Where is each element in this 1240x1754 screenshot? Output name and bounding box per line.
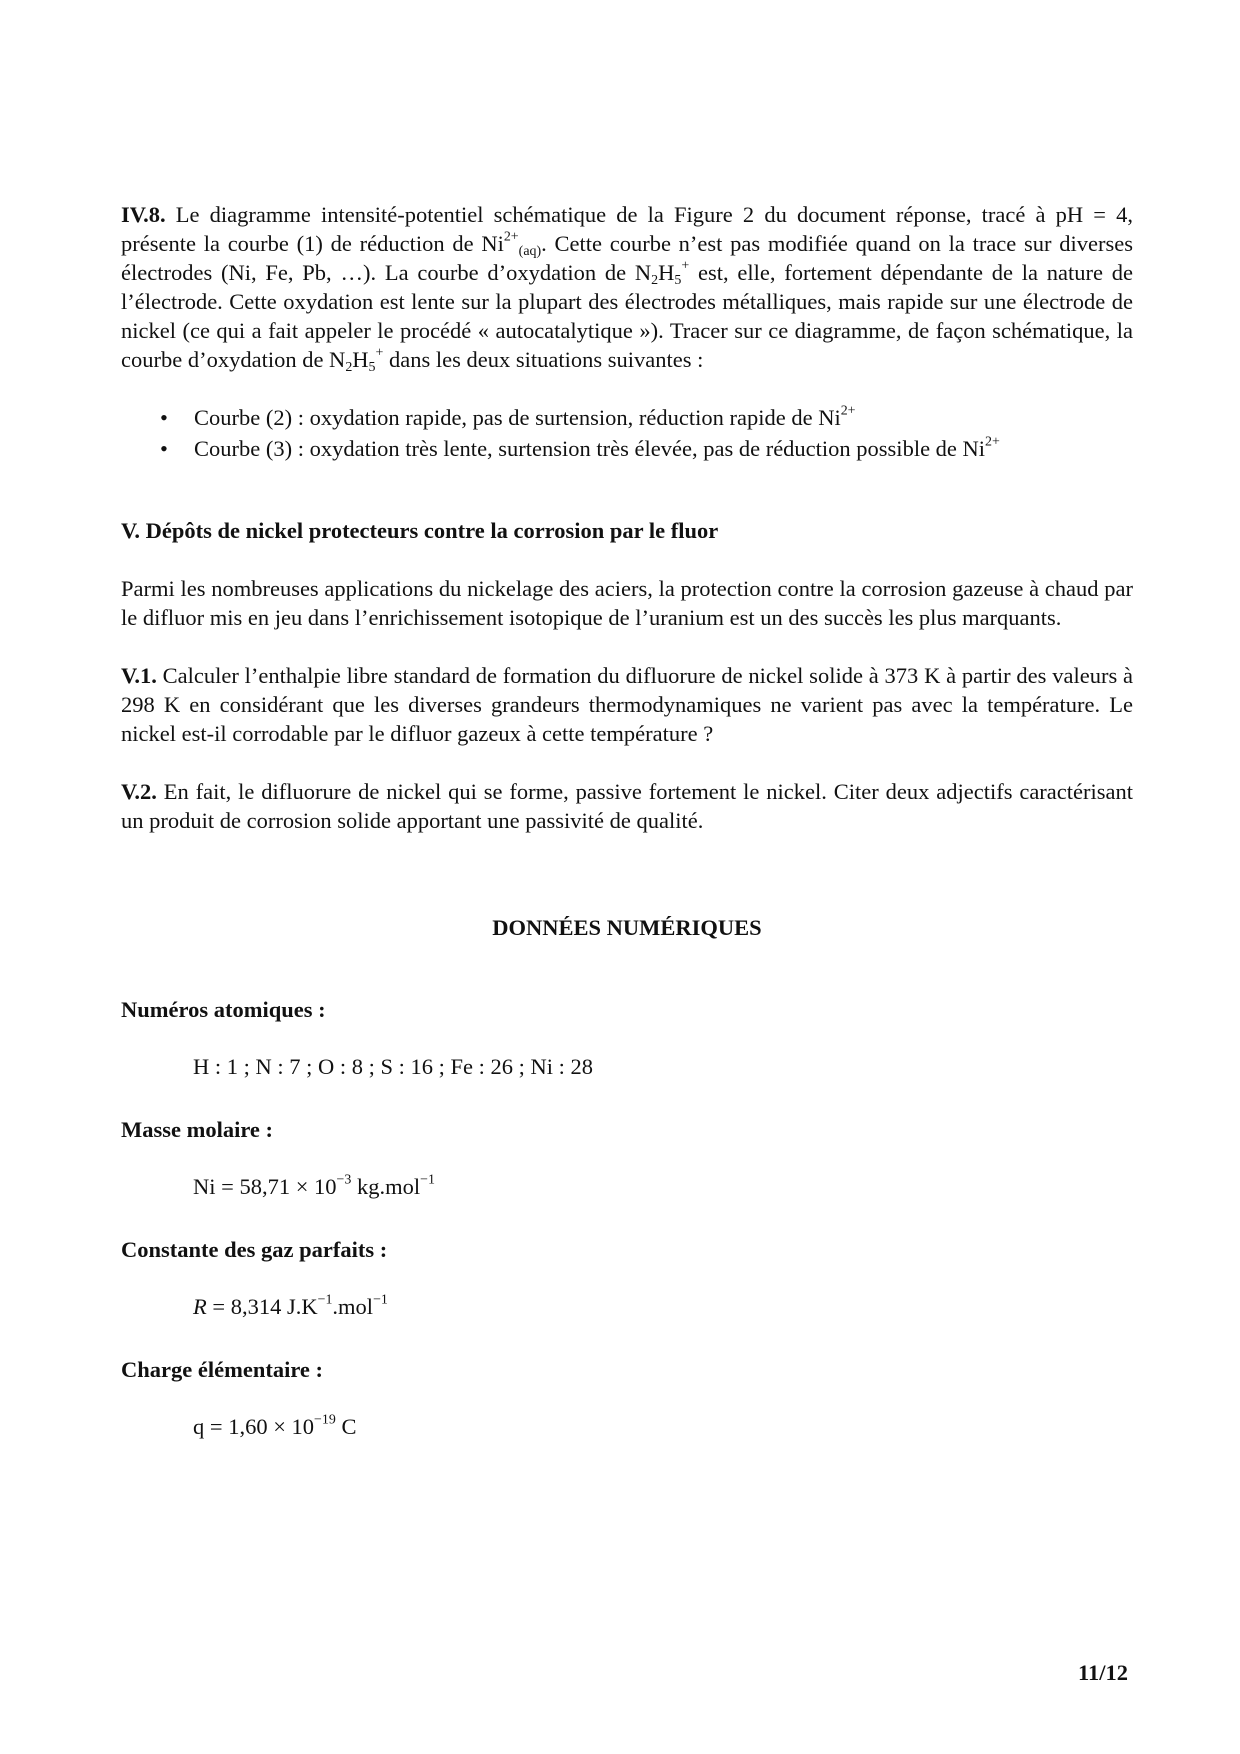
value-text: Ni = 58,71 × 10	[193, 1174, 337, 1199]
subscript: 5	[368, 360, 376, 376]
value-text: q = 1,60 × 10	[193, 1414, 315, 1439]
question-text: est, elle, fortement dépendante de la nature de l’électrode. Cette oxydation est lente sur la plupart des électrodes métalliques, mais rapide sur une électrode de nickel (ce qui a fait appeler le procédé « autocatalytique »). Tracer sur ce diagramme, de façon schématique, la courbe d’oxydation de N	[121, 260, 1133, 372]
bullet-icon: •	[160, 436, 168, 461]
subscript: 5	[674, 273, 682, 289]
section-title: V. Dépôts de nickel protecteurs contre la corrosion par le fluor	[121, 518, 719, 543]
atomic-numbers-label: Numéros atomiques :	[121, 997, 326, 1022]
question-label: V.2.	[121, 779, 157, 804]
gas-constant-value	[121, 1292, 1133, 1321]
section-intro: Parmi les nombreuses applications du nickelage des aciers, la protection contre la corrosion gazeuse à chaud par le difluor mis en jeu dans l’enrichissement isotopique de l’uranium est un des succès les plus marquants.	[121, 576, 1133, 630]
question-text: Calculer l’enthalpie libre standard de formation du difluorure de nickel solide à 373 K à partir des valeurs à 298 K en considérant que les diverses grandeurs thermodynamiques ne varient pas avec la température. Le nickel est-il corrodable par le difluor gazeux à cette température ?	[121, 663, 1133, 746]
subscript: (aq)	[518, 244, 542, 260]
superscript: 2+	[840, 403, 856, 419]
curve-list	[121, 402, 1133, 464]
elementary-charge-value	[121, 1412, 1133, 1441]
list-item-text: Courbe (2) : oxydation rapide, pas de surtension, réduction rapide de Ni	[194, 405, 841, 430]
value-text: C	[335, 1414, 357, 1439]
page-number: 11/12	[1077, 1660, 1128, 1685]
superscript: 2+	[985, 434, 1000, 450]
subscript: 2	[651, 273, 659, 289]
question-label: IV.8.	[121, 202, 166, 227]
question-text: Le diagramme intensité-potentiel schématique de la Figure 2 du document réponse, tracé à pH = 4, présente la courbe (1) de réduction de Ni	[121, 202, 1133, 256]
question-label: V.1.	[121, 663, 157, 688]
question-text: dans les deux situations suivantes :	[383, 347, 704, 372]
data-section-title: DONNÉES NUMÉRIQUES	[492, 915, 762, 940]
question-text: . Cette courbe n’est pas modifiée quand on la trace sur diverses électrodes (Ni, Fe, Pb, …). La courbe d’oxydation de N	[121, 231, 1133, 285]
superscript: −1	[317, 1292, 333, 1308]
superscript: −1	[420, 1172, 435, 1188]
molar-mass-label: Masse molaire :	[121, 1117, 274, 1142]
gas-constant-label: Constante des gaz parfaits :	[121, 1237, 388, 1262]
question-v1	[121, 661, 1133, 748]
value-text: .mol	[332, 1294, 374, 1319]
molar-mass-value	[121, 1172, 1133, 1201]
bullet-icon: •	[160, 405, 168, 430]
question-text: H	[352, 347, 369, 372]
superscript: −1	[373, 1292, 388, 1308]
question-v2	[121, 777, 1133, 835]
list-item	[121, 433, 1133, 464]
question-iv8	[121, 200, 1133, 374]
elementary-charge-label: Charge élémentaire :	[121, 1357, 324, 1382]
superscript: −3	[336, 1172, 352, 1188]
question-text: En fait, le difluorure de nickel qui se forme, passive fortement le nickel. Citer deux adjectifs caractérisant un produit de corrosion solide apportant une passivité de qualité.	[121, 779, 1133, 833]
superscript: +	[375, 345, 384, 361]
superscript: +	[681, 258, 690, 274]
atomic-numbers-value: H : 1 ; N : 7 ; O : 8 ; S : 16 ; Fe : 26 ; Ni : 28	[193, 1054, 594, 1079]
value-text: = 8,314 J.K	[206, 1294, 318, 1319]
page-content	[121, 200, 1133, 1441]
symbol-r: R	[193, 1294, 207, 1319]
superscript: −19	[314, 1412, 336, 1428]
subscript: 2	[345, 360, 353, 376]
question-text: H	[658, 260, 675, 285]
superscript: 2+	[503, 229, 519, 245]
list-item-text: Courbe (3) : oxydation très lente, surtension très élevée, pas de réduction possible de Ni	[194, 436, 986, 461]
list-item	[121, 402, 1133, 433]
value-text: kg.mol	[351, 1174, 421, 1199]
